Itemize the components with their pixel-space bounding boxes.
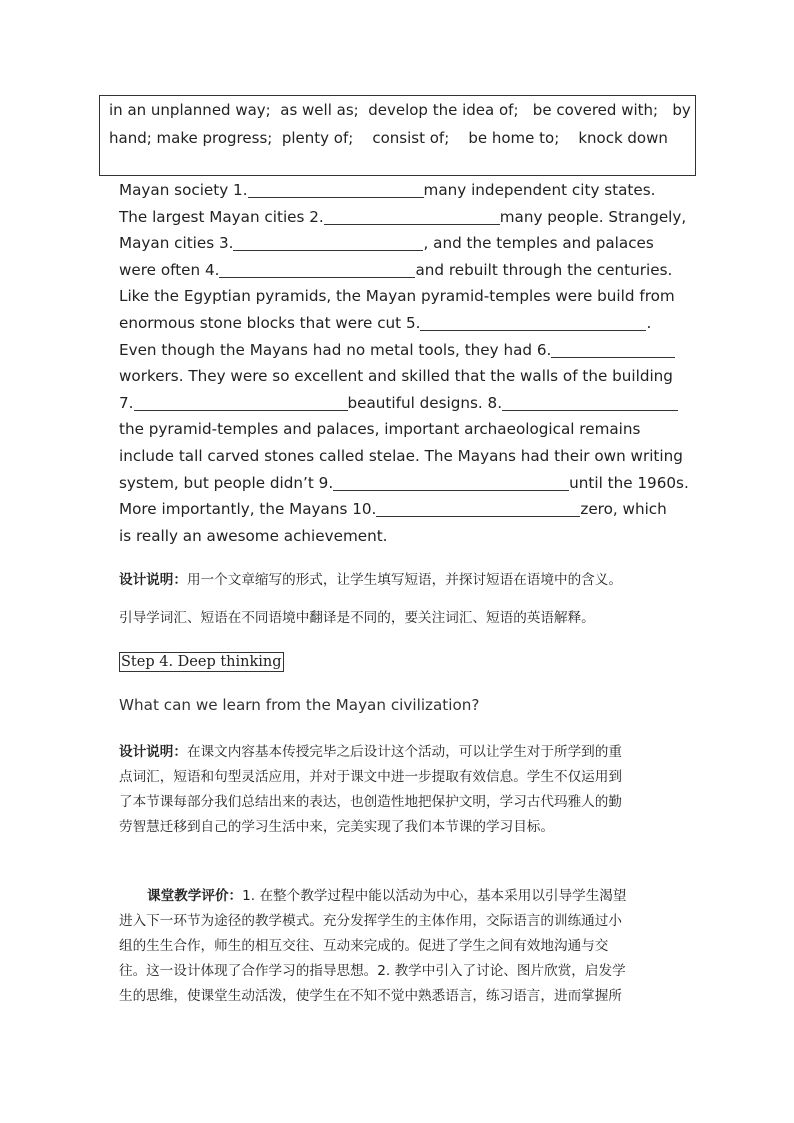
word-box-line-1: in an unplanned way; as well as; develop the idea of; be covered with; by [109,101,691,119]
passage-text: many independent city states. [423,181,656,199]
passage-text: zero, which [580,500,667,519]
evaluation-line: 往。这一设计体现了合作学习的指导思想。2. 教学中引入了讨论、图片欣赏，启发学 [119,963,626,979]
passage-line [119,496,689,523]
design-note-2-line: 点词汇，短语和句型灵活应用，并对于课文中进一步提取有效信息。学生不仅运用到 [119,769,622,785]
passage-line [119,310,689,337]
passage-text: . [646,313,652,332]
passage-line [119,257,689,284]
design-note-text: 用一个文章缩写的形式，让学生填写短语，并探讨短语在语境中的含义。 [186,572,622,588]
passage-line: include tall carved stones called stelae. The Mayans had their own writing [119,446,683,465]
passage-text: Even though the Mayans had no metal tools, they had 6. [119,340,552,359]
evaluation-line: 组的生生合作，师生的相互交往、互动来完成的。促进了学生之间有效地沟通与交 [119,938,609,954]
blank-3[interactable] [233,234,423,251]
passage-line [119,230,689,257]
step-4-heading: Step 4. Deep thinking [121,654,282,670]
design-note-2-line [119,740,679,765]
passage-text: The largest Mayan cities 2. [119,207,324,226]
passage-line [119,177,689,204]
blank-9[interactable] [333,474,569,491]
design-note-2 [119,740,679,840]
design-note-2-line: 劳智慧迁移到自己的学习生活中来，完美实现了我们本节课的学习目标。 [119,819,554,835]
evaluation-text: 1. 在整个教学过程中能以活动为中心，基本采用以引导学生渴望 [242,888,627,904]
design-note-label: 设计说明： [119,572,187,588]
passage-text: many people. Strangely, [499,207,687,226]
blank-6[interactable] [551,341,675,358]
classroom-evaluation [119,884,679,1009]
blank-10[interactable] [376,500,580,517]
design-note-label: 设计说明： [119,744,187,760]
passage-text: and rebuilt through the centuries. [415,260,673,279]
blank-8[interactable] [502,394,678,411]
passage-text: Mayan cities 3. [119,234,234,253]
passage-text: were often 4. [119,260,220,279]
passage-text: 7. [119,393,134,412]
deep-thinking-question: What can we learn from the Mayan civilization? [119,696,480,714]
blank-4[interactable] [219,261,415,278]
evaluation-line: 生的思维，使课堂生动活泼，使学生在不知不觉中熟悉语言，练习语言，进而掌握所 [119,988,622,1004]
word-box-line-2: hand; make progress; plenty of; consist of; be home to; knock down [109,129,668,147]
passage-line [119,390,689,417]
cloze-passage [119,177,689,549]
evaluation-label: 课堂教学评价： [147,888,243,904]
blank-5[interactable] [420,314,646,331]
blank-2[interactable] [324,208,500,225]
blank-7[interactable] [134,394,348,411]
guide-text: 引导学词汇、短语在不同语境中翻译是不同的，要关注词汇、短语的英语解释。 [119,610,595,626]
passage-line: the pyramid-temples and palaces, important archaeological remains [119,420,641,439]
passage-line: is really an awesome achievement. [119,526,388,545]
passage-text: beautiful designs. 8. [347,393,503,412]
design-note-1 [119,568,622,588]
passage-text: system, but people didn’t 9. [119,473,334,492]
design-note-2-line: 了本节课每部分我们总结出来的表达，也创造性地把保护文明，学习古代玛雅人的勤 [119,794,622,810]
passage-line [119,204,689,231]
evaluation-line: 进入下一环节为途径的教学模式。充分发挥学生的主体作用，交际语言的训练通过小 [119,913,622,929]
passage-text: until the 1960s. [569,473,689,492]
passage-text: , and the temples and palaces [423,234,654,253]
passage-line: workers. They were so excellent and skilled that the walls of the building [119,367,673,386]
design-note-text: 在课文内容基本传授完毕之后设计这个活动，可以让学生对于所学到的重 [186,744,622,760]
passage-line [119,337,689,364]
passage-text: More importantly, the Mayans 10. [119,500,377,519]
phrase-word-box [99,95,696,176]
evaluation-line [119,884,679,909]
passage-line: Like the Egyptian pyramids, the Mayan pyramid-temples were build from [119,287,675,306]
passage-line [119,470,689,497]
passage-text: enormous stone blocks that were cut 5. [119,313,421,332]
blank-1[interactable] [248,181,424,198]
passage-text: Mayan society 1. [119,181,248,199]
